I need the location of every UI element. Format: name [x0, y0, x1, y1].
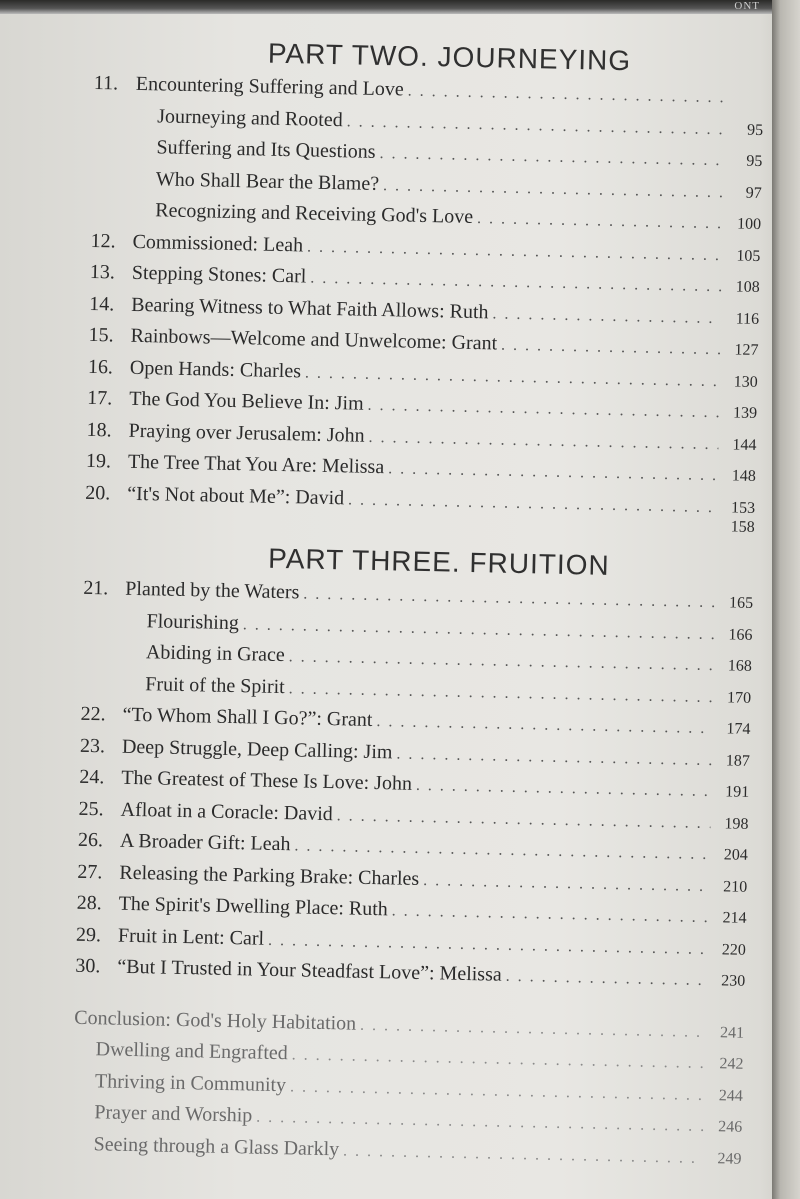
entry-title: Afloat in a Coracle: David	[120, 798, 334, 825]
chapter-number: 27.	[77, 860, 103, 883]
page-number: 170	[726, 688, 752, 707]
dot-leader	[506, 968, 708, 990]
part-three-list	[75, 577, 753, 1000]
part-two-list	[85, 71, 764, 536]
page-number: 230	[721, 972, 746, 990]
dot-leader	[407, 83, 725, 108]
entry-title: Deep Struggle, Deep Calling: Jim	[121, 735, 393, 763]
page-number: 187	[725, 751, 751, 770]
part-three-heading: PART THREE. FRUITION	[267, 542, 610, 581]
dot-leader	[346, 113, 725, 139]
page-number: 153	[730, 498, 756, 517]
dot-leader	[348, 491, 717, 517]
entry-title: Fruit in Lent: Carl	[117, 924, 265, 950]
page-number: 174	[726, 720, 751, 738]
chapter-number: 25.	[78, 797, 104, 820]
entry-title: A Broader Gift: Leah	[119, 829, 291, 856]
dot-leader	[256, 1109, 704, 1136]
entry-title: Seeing through a Glass Darkly	[93, 1132, 340, 1160]
dot-leader	[396, 745, 712, 770]
entry-title: Encountering Suffering and Love	[135, 72, 404, 101]
entry-title: Bearing Witness to What Faith Allows: Ruth	[131, 293, 489, 323]
page-number: 191	[725, 783, 750, 801]
entry-title: Recognizing and Receiving God's Love	[155, 199, 474, 228]
entry-title: Open Hands: Charles	[129, 356, 302, 382]
dot-leader	[268, 931, 708, 958]
dot-leader	[243, 616, 715, 644]
dot-leader	[392, 902, 709, 927]
dot-leader	[305, 364, 720, 391]
dot-leader	[360, 1016, 706, 1041]
entry-title: Thriving in Community	[94, 1069, 287, 1096]
entry-title: Praying over Jerusalem: John	[128, 419, 365, 447]
chapter-number: 14.	[89, 292, 115, 315]
chapter-number: 30.	[75, 954, 101, 978]
dot-leader	[367, 397, 719, 422]
page-number: 139	[732, 404, 758, 422]
page-number: 95	[746, 121, 764, 139]
page-number: 220	[721, 940, 747, 959]
page-number: 158	[730, 518, 755, 536]
entry-title: Dwelling and Engrafted	[95, 1038, 289, 1065]
chapter-number: 15.	[88, 323, 114, 347]
entry-title: “But I Trusted in Your Steadfast Love”: Melissa	[117, 955, 502, 986]
entry-title: Suffering and Its Questions	[156, 136, 376, 163]
entry-title: Releasing the Parking Brake: Charles	[119, 861, 420, 890]
page-number: 204	[723, 846, 749, 864]
entry-title: Journeying and Rooted	[156, 104, 343, 131]
chapter-number: 16.	[87, 355, 114, 378]
entry-title: Stepping Stones: Carl	[131, 261, 307, 288]
dot-leader	[337, 807, 711, 833]
dot-leader	[310, 270, 722, 297]
chapter-number	[82, 657, 124, 658]
chapter-number	[83, 625, 125, 626]
conclusion-list	[71, 1006, 744, 1177]
page-number: 214	[722, 909, 747, 927]
page-number: 95	[746, 152, 763, 171]
page-number: 244	[718, 1086, 743, 1105]
entry-title: Commissioned: Leah	[132, 230, 304, 256]
dot-leader	[292, 1046, 706, 1073]
page-number: 198	[724, 814, 749, 833]
entry-title: Fruit of the Spirit	[145, 672, 285, 698]
dot-leader	[423, 872, 709, 896]
page-number: 168	[727, 657, 752, 675]
page-number: 105	[736, 246, 761, 265]
page-number: 148	[731, 467, 756, 485]
dot-leader	[501, 337, 721, 360]
page-number: 241	[719, 1023, 745, 1042]
entry-title: The Spirit's Dwelling Place: Ruth	[118, 892, 389, 921]
chapter-number: 26.	[77, 828, 104, 852]
chapter-number: 24.	[79, 765, 105, 789]
page-number: 166	[728, 625, 753, 644]
chapter-number	[91, 215, 133, 216]
page-number: 246	[717, 1118, 743, 1136]
entry-title: Abiding in Grace	[145, 641, 286, 667]
page-number: 108	[735, 278, 760, 296]
dot-leader	[289, 680, 714, 707]
dot-leader	[303, 585, 715, 612]
chapter-number: 21.	[83, 576, 109, 600]
entry-title: The God You Believe In: Jim	[129, 387, 364, 415]
dot-leader	[416, 777, 712, 801]
page-number: 242	[719, 1055, 744, 1073]
entry-title: Conclusion: God's Holy Habitation	[74, 1006, 357, 1035]
chapter-number	[81, 688, 123, 689]
page-number: 165	[728, 594, 754, 612]
dot-leader	[289, 648, 714, 675]
page-number: 116	[735, 309, 760, 328]
entry-title: The Tree That You Are: Melissa	[127, 450, 385, 479]
chapter-number: 19.	[85, 449, 112, 473]
chapter-number: 18.	[86, 418, 112, 441]
previous-page-edge	[0, 0, 800, 14]
entry-title: “To Whom Shall I Go?”: Grant	[122, 703, 373, 731]
chapter-number: 20.	[85, 481, 111, 504]
chapter-number: 12.	[90, 229, 116, 252]
chapter-number: 22.	[80, 702, 106, 726]
chapter-number: 11.	[93, 71, 119, 95]
entry-title: The Greatest of These Is Love: John	[121, 766, 413, 795]
chapter-number	[92, 152, 134, 153]
chapter-number: 23.	[79, 734, 106, 757]
page-number: 249	[717, 1149, 742, 1168]
part-two-heading: PART TWO. JOURNEYING	[267, 37, 632, 77]
dot-leader	[383, 177, 724, 202]
chapter-number: 28.	[76, 891, 102, 915]
chapter-number	[92, 183, 134, 184]
dot-leader	[343, 1142, 704, 1168]
page-number: 144	[732, 435, 757, 454]
dot-leader	[492, 305, 721, 328]
dot-leader	[294, 837, 710, 864]
dot-leader	[477, 210, 723, 233]
page-number: 130	[733, 372, 758, 391]
entry-title: Flourishing	[146, 609, 240, 634]
entry-title: “It's Not about Me”: David	[127, 482, 345, 509]
entry-title: Planted by the Waters	[125, 577, 300, 604]
dot-leader	[290, 1078, 705, 1105]
page-number: 97	[745, 184, 762, 202]
page-number: 100	[736, 215, 762, 233]
dot-leader	[388, 460, 718, 485]
entry-title: Who Shall Bear the Blame?	[155, 167, 380, 195]
page-number: 210	[723, 877, 748, 896]
dot-leader	[379, 145, 724, 170]
running-head: ONT	[734, 0, 760, 12]
page-number	[730, 102, 764, 103]
chapter-number	[93, 120, 135, 121]
entry-title: Prayer and Worship	[94, 1101, 253, 1127]
chapter-number: 29.	[75, 923, 102, 946]
page-number: 127	[734, 341, 759, 359]
entry-title: Rainbows—Welcome and Unwelcome: Grant	[130, 324, 498, 355]
dot-leader	[307, 238, 723, 265]
table-of-contents-page	[71, 30, 765, 1178]
facing-page-edge	[772, 0, 800, 1199]
dot-leader	[376, 713, 712, 738]
chapter-number: 17.	[87, 386, 113, 410]
chapter-number: 13.	[89, 260, 116, 284]
dot-leader	[368, 428, 718, 453]
